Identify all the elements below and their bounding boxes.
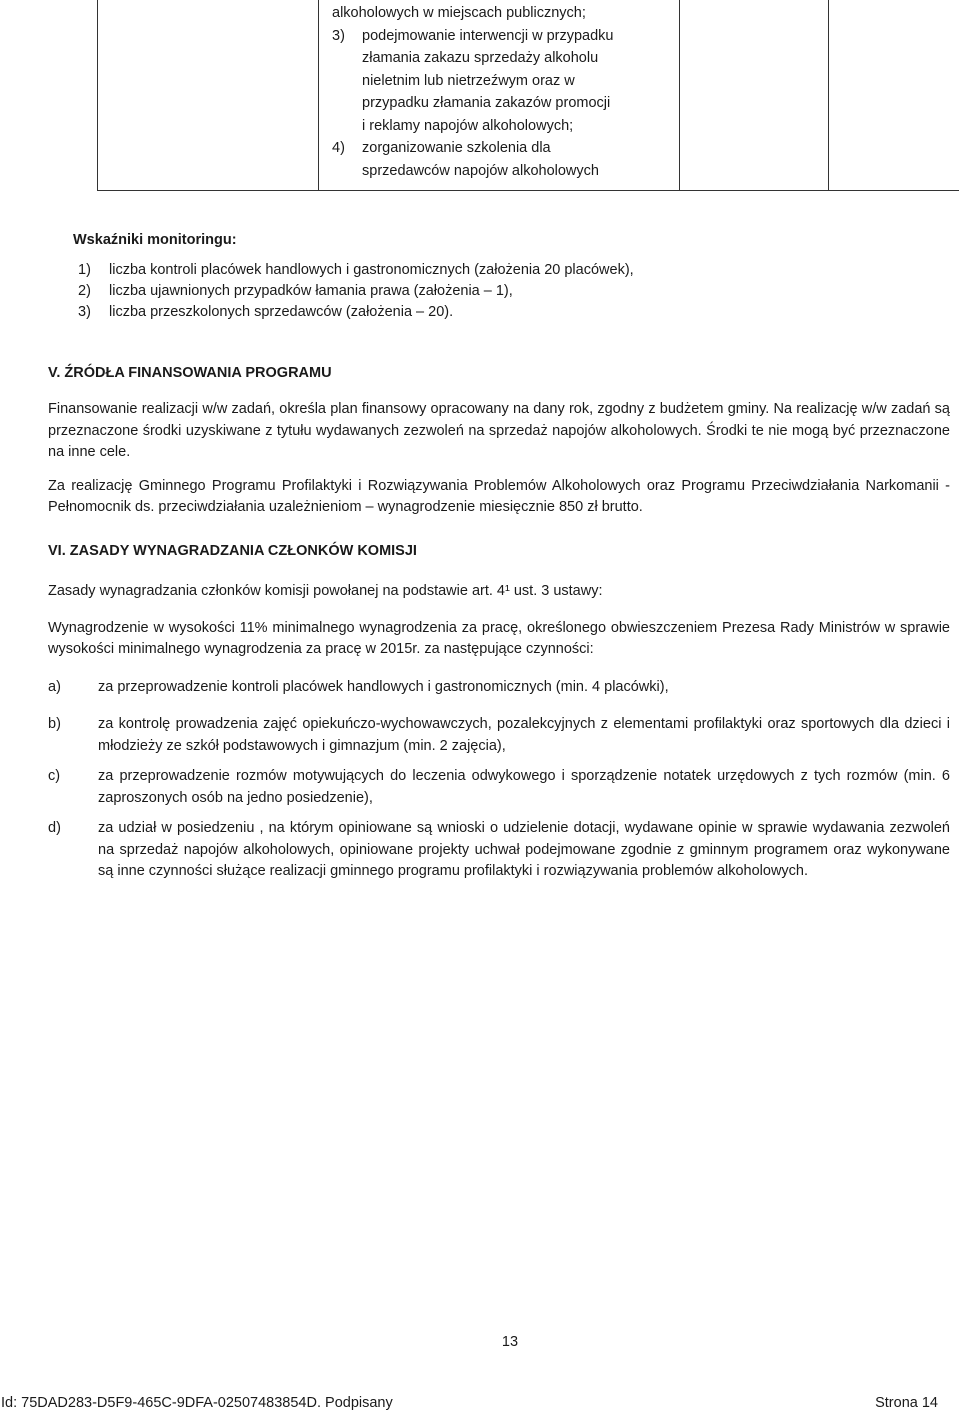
- item-line: i reklamy napojów alkoholowych;: [362, 117, 574, 134]
- item-line: przypadku złamania zakazów promocji: [362, 95, 611, 111]
- footer-page-label: Strona 14: [875, 1395, 938, 1411]
- footer: [0, 1395, 960, 1412]
- section-title: V. ŹRÓDŁA FINANSOWANIA PROGRAMU: [48, 365, 332, 381]
- remuneration-item: [48, 818, 950, 883]
- item-text: za przeprowadzenie kontroli placówek handlowych i gastronomicznych (min. 4 placówki),: [98, 678, 669, 695]
- remuneration-item: [48, 766, 950, 809]
- item-label: d): [48, 820, 61, 836]
- monitoring-item: [73, 302, 933, 323]
- monitoring-item-text: liczba ujawnionych przypadków łamania prawa (założenia – 1),: [109, 283, 513, 299]
- table-fragment: [97, 0, 959, 191]
- item-label: a): [48, 678, 61, 695]
- item-line: złamania zakazu sprzedaży alkoholu: [362, 50, 599, 66]
- monitoring-item-number: 2): [78, 283, 91, 299]
- table-cell-line: alkoholowych w miejscach publicznych;: [332, 5, 586, 21]
- footer-document-id: Id: 75DAD283-D5F9-465C-9DFA-02507483854D. Podpisany: [1, 1395, 393, 1411]
- remuneration-item: [48, 677, 950, 699]
- section-paragraph: Wynagrodzenie w wysokości 11% minimalnego wynagrodzenia za pracę, określonego obwieszczeniem Prezesa Rady Ministrów w sprawie wysokości minimalnego wynagrodzenia za pracę w 2015r. za następujące czynności:: [48, 619, 950, 657]
- monitoring-title: Wskaźniki monitoringu:: [73, 232, 237, 248]
- table-border-bottom: [97, 190, 959, 191]
- item-text: za kontrolę prowadzenia zajęć opiekuńczo-wychowawczych, pozalekcyjnych z elementami profilaktyki oraz sportowych dla dzieci i młodzieży ze szkół podstawowych i gimnazjum (min. 2 zajęcia),: [98, 716, 950, 754]
- table-cell-tasks: [332, 2, 677, 182]
- item-label: c): [48, 768, 61, 784]
- item-line: nieletnim lub nietrzeźwym oraz w: [362, 72, 575, 89]
- item-text: za udział w posiedzeniu , na którym opiniowane są wnioski o udzielenie dotacji, wydawane opinie w sprawie wydawania zezwoleń na sprzedaż napojów alkoholowych, opiniowane projekty uchwał podejmowane zgodnie z gminnym programem oraz wykonywane są inne czynności służące realizacji gminnego programu profilaktyki i rozwiązywania problemów alkoholowych.: [98, 820, 950, 879]
- section-paragraph: Finansowanie realizacji w/w zadań, określa plan finansowy opracowany na dany rok, zgodny z budżetem gminy. Na realizację w/w zadań są przeznaczone środki uzyskiwane z tytułu wydawanych zezwoleń na sprzedaż napojów alkoholowych. Środki te nie mogą być przeznaczone na inne cele.: [48, 401, 950, 460]
- item-text: [362, 137, 599, 182]
- item-number: 4): [332, 140, 345, 156]
- section-title: VI. ZASADY WYNAGRADZANIA CZŁONKÓW KOMISJI: [48, 543, 417, 559]
- table-border-left: [97, 0, 98, 191]
- monitoring-item-number: 3): [78, 304, 91, 320]
- monitoring-item: [73, 260, 933, 281]
- item-label: b): [48, 716, 61, 732]
- section-financing: [48, 365, 950, 519]
- remuneration-item: [48, 714, 950, 757]
- monitoring-item-number: 1): [78, 262, 91, 278]
- monitoring-item-text: liczba kontroli placówek handlowych i gastronomicznych (założenia 20 placówek),: [109, 262, 634, 278]
- table-border-col1: [318, 0, 319, 191]
- monitoring-item-text: liczba przeszkolonych sprzedawców (założenia – 20).: [109, 304, 454, 320]
- section-remuneration: [48, 543, 950, 883]
- item-text: [362, 25, 613, 138]
- item-number: 3): [332, 27, 345, 44]
- monitoring-section: [73, 232, 933, 323]
- item-line: podejmowanie interwencji w przypadku: [362, 27, 614, 44]
- table-border-col3: [828, 0, 829, 191]
- section-paragraph: Zasady wynagradzania członków komisji powołanej na podstawie art. 4¹ ust. 3 ustawy:: [48, 583, 603, 599]
- table-cell-item: [332, 25, 677, 138]
- item-line: zorganizowanie szkolenia dla: [362, 140, 551, 156]
- page-number: 13: [501, 1334, 519, 1350]
- item-line: sprzedawców napojów alkoholowych: [362, 162, 599, 179]
- table-border-col2: [679, 0, 680, 191]
- item-text: za przeprowadzenie rozmów motywujących do leczenia odwykowego i sporządzenie notatek urzędowych z tych rozmów (min. 6 zaproszonych osób na jedno posiedzenie),: [98, 768, 950, 806]
- table-cell-item: [332, 137, 677, 182]
- section-paragraph: Za realizację Gminnego Programu Profilaktyki i Rozwiązywania Problemów Alkoholowych oraz Programu Przeciwdziałania Narkomanii -Pełnomocnik ds. przeciwdziałania uzależnieniom – wynagrodzenie miesięcznie 850 zł brutto.: [48, 477, 950, 515]
- monitoring-item: [73, 281, 933, 302]
